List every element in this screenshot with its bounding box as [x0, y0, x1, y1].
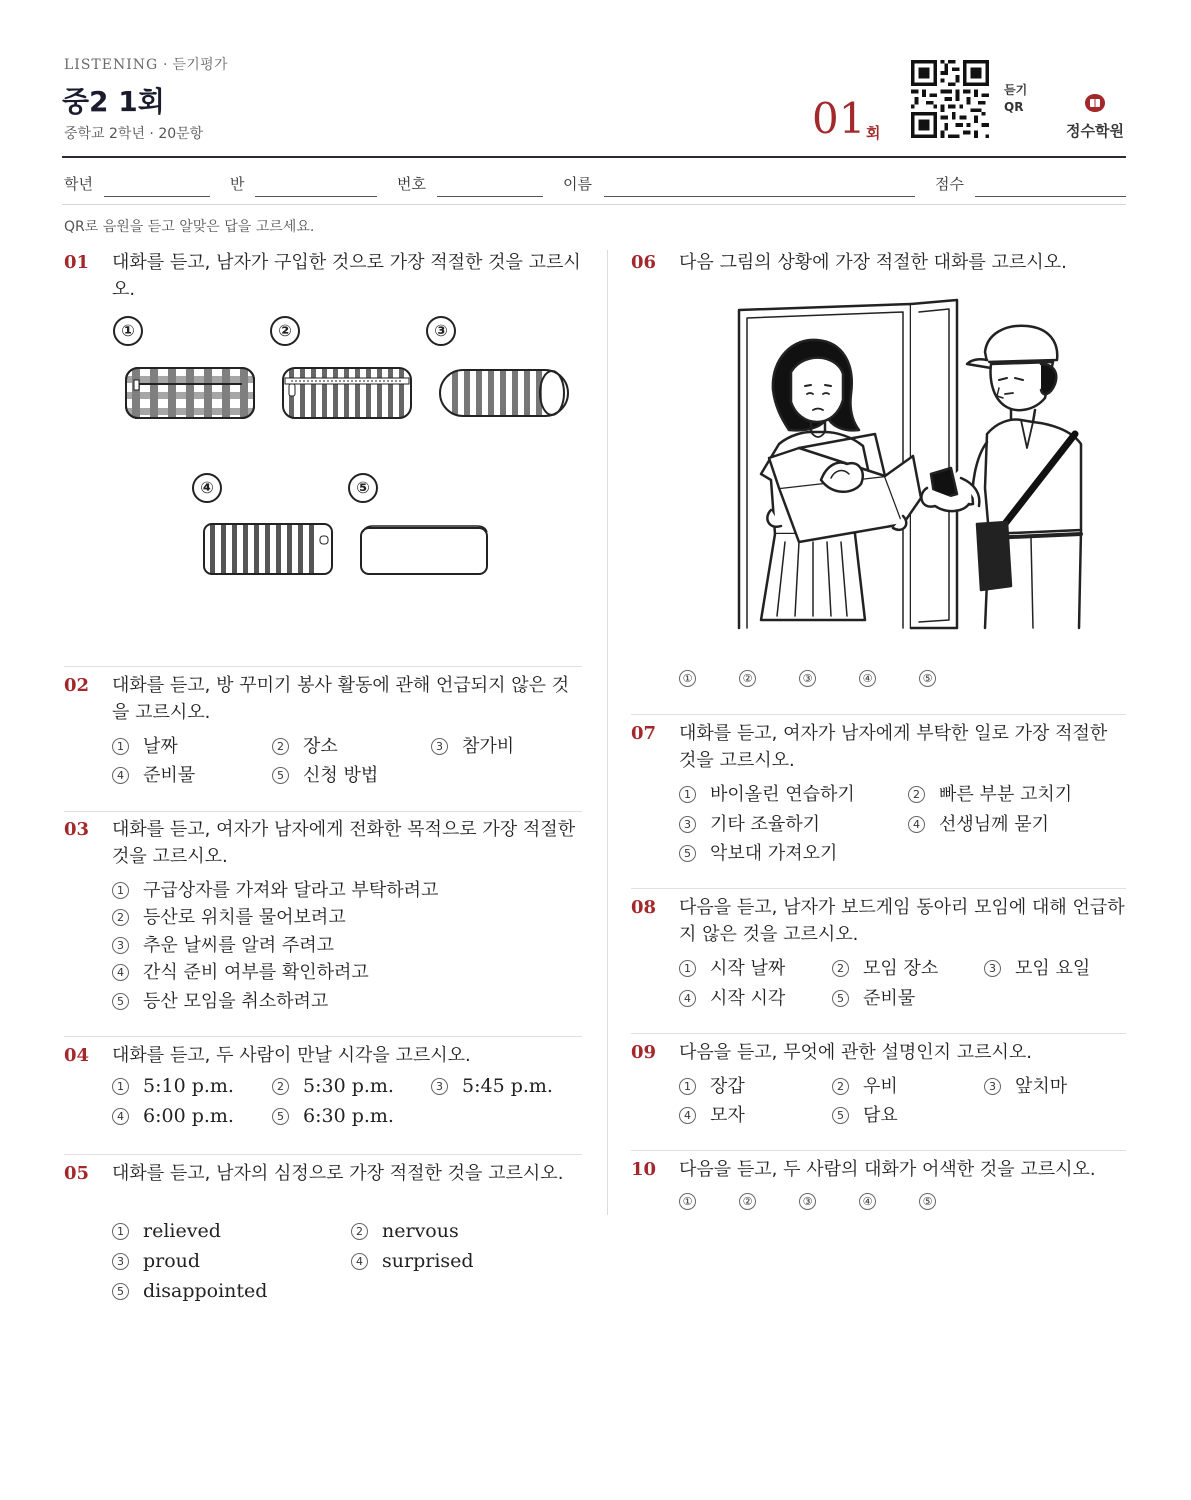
- answer-option[interactable]: 1 장갑: [679, 1072, 745, 1098]
- answer-option[interactable]: 5 6:30 p.m.: [272, 1105, 394, 1127]
- answer-option[interactable]: 3 참가비: [431, 732, 514, 758]
- question-number: 03: [64, 819, 90, 840]
- question-text: 다음을 듣고, 두 사람의 대화가 어색한 것을 고르시오.: [679, 1159, 1096, 1180]
- question-separator: [631, 714, 1126, 715]
- question-text: 대화를 듣고, 여자가 남자에게 전화한 목적으로 가장 적절한 것을 고르시오.: [112, 819, 576, 867]
- answer-option[interactable]: 2 5:30 p.m.: [272, 1075, 394, 1097]
- question-number: 05: [64, 1163, 90, 1184]
- answer-option[interactable]: ⑤: [919, 668, 936, 689]
- answer-option[interactable]: 4 시작 시각: [679, 984, 785, 1010]
- grade-field[interactable]: [104, 196, 210, 197]
- answer-option[interactable]: ②: [739, 1191, 756, 1212]
- info-rule: [62, 204, 1126, 205]
- answer-option[interactable]: 1 relieved: [112, 1220, 221, 1242]
- answer-option[interactable]: 2 우비: [832, 1072, 898, 1098]
- question-separator: [64, 811, 582, 812]
- page-subtitle: 중학교 2학년 · 20문항: [64, 126, 204, 142]
- answer-option[interactable]: 4 모자: [679, 1101, 745, 1127]
- question-separator: [631, 1150, 1126, 1151]
- choice-label[interactable]: ④: [192, 473, 222, 503]
- answer-option[interactable]: 4 6:00 p.m.: [112, 1105, 234, 1127]
- question-number: 09: [631, 1042, 657, 1063]
- instruction-text: QR로 음원을 듣고 알맞은 답을 고르세요.: [64, 219, 315, 235]
- answer-option[interactable]: 1 5:10 p.m.: [112, 1075, 234, 1097]
- name-field[interactable]: [604, 196, 915, 197]
- question-number: 08: [631, 897, 657, 918]
- answer-option[interactable]: 1 바이올린 연습하기: [679, 780, 855, 806]
- question-number: 02: [64, 675, 90, 696]
- answer-option[interactable]: ③: [799, 668, 816, 689]
- choice-label[interactable]: ⑤: [348, 473, 378, 503]
- choice-label[interactable]: ①: [113, 316, 143, 346]
- question-text: 다음을 듣고, 남자가 보드게임 동아리 모임에 대해 언급하지 않은 것을 고르시오.: [679, 897, 1125, 945]
- striped-pencil-case-image[interactable]: [202, 522, 334, 578]
- answer-option[interactable]: 5 신청 방법: [272, 761, 378, 787]
- question-text: 다음을 듣고, 무엇에 관한 설명인지 고르시오.: [679, 1042, 1033, 1063]
- number-field[interactable]: [437, 196, 543, 197]
- answer-option[interactable]: 5 등산 모임을 취소하려고: [112, 987, 328, 1013]
- plaid-pencil-case-image[interactable]: [124, 364, 256, 422]
- qr-code-icon[interactable]: [910, 60, 990, 138]
- grade-label: 학년: [64, 175, 93, 193]
- answer-option[interactable]: ①: [679, 668, 696, 689]
- answer-option[interactable]: ①: [679, 1191, 696, 1212]
- number-label: 번호: [397, 175, 426, 193]
- question-number: 06: [631, 252, 657, 273]
- question-number: 07: [631, 723, 657, 744]
- academy-emblem-icon: [1082, 92, 1108, 114]
- answer-option[interactable]: 5 준비물: [832, 984, 915, 1010]
- answer-option[interactable]: 5 disappointed: [112, 1280, 267, 1302]
- answer-option[interactable]: 5 담요: [832, 1101, 898, 1127]
- answer-option[interactable]: 4 간식 준비 여부를 확인하려고: [112, 958, 369, 984]
- question-text: 대화를 듣고, 여자가 남자에게 부탁한 일로 가장 적절한 것을 고르시오.: [679, 723, 1108, 771]
- answer-option[interactable]: ③: [799, 1191, 816, 1212]
- page-title: 중2 1회: [62, 85, 165, 118]
- question-text: 대화를 듣고, 두 사람이 만날 시각을 고르시오.: [112, 1045, 471, 1066]
- answer-option[interactable]: 2 장소: [272, 732, 338, 758]
- round-suffix: 회: [866, 124, 881, 142]
- striped-zipper-pencil-case-image[interactable]: [281, 364, 413, 422]
- answer-option[interactable]: 2 빠른 부분 고치기: [908, 780, 1072, 806]
- answer-option[interactable]: 2 등산로 위치를 물어보려고: [112, 903, 346, 929]
- score-label: 점수: [935, 175, 964, 193]
- section-kicker: LISTENING · 듣기평가: [64, 57, 228, 73]
- answer-option[interactable]: 3 모임 요일: [984, 954, 1090, 980]
- column-divider: [607, 250, 608, 1215]
- qr-label: 듣기 QR: [1004, 83, 1028, 114]
- question-text: 다음 그림의 상황에 가장 적절한 대화를 고르시오.: [679, 252, 1067, 273]
- question-separator: [64, 1036, 582, 1037]
- class-field[interactable]: [255, 196, 377, 197]
- answer-option[interactable]: 3 앞치마: [984, 1072, 1067, 1098]
- choice-label[interactable]: ③: [426, 316, 456, 346]
- question-separator: [64, 666, 582, 667]
- choice-label[interactable]: ②: [270, 316, 300, 346]
- answer-option[interactable]: 3 proud: [112, 1250, 200, 1272]
- question-number: 01: [64, 252, 90, 273]
- delivery-scene-illustration: [735, 298, 1085, 630]
- question-separator: [631, 1033, 1126, 1034]
- answer-option[interactable]: 2 모임 장소: [832, 954, 938, 980]
- answer-option[interactable]: 4 준비물: [112, 761, 195, 787]
- answer-option[interactable]: 1 날짜: [112, 732, 178, 758]
- answer-option[interactable]: 4 surprised: [351, 1250, 474, 1272]
- answer-option[interactable]: 4 선생님께 묻기: [908, 810, 1049, 836]
- answer-option[interactable]: 1 시작 날짜: [679, 954, 785, 980]
- answer-option[interactable]: ④: [859, 668, 876, 689]
- question-text: 대화를 듣고, 남자의 심정으로 가장 적절한 것을 고르시오.: [112, 1163, 564, 1184]
- question-text: 대화를 듣고, 남자가 구입한 것으로 가장 적절한 것을 고르시오.: [112, 252, 581, 300]
- tube-pencil-case-image[interactable]: [438, 364, 570, 422]
- answer-option[interactable]: 3 5:45 p.m.: [431, 1075, 553, 1097]
- answer-option[interactable]: 5 악보대 가져오기: [679, 839, 837, 865]
- answer-option[interactable]: 3 추운 날씨를 알려 주려고: [112, 931, 334, 957]
- answer-option[interactable]: ⑤: [919, 1191, 936, 1212]
- academy-logo: 정수학원: [1060, 92, 1130, 141]
- round-number: 01: [812, 94, 866, 143]
- question-number: 10: [631, 1159, 657, 1180]
- name-label: 이름: [563, 175, 592, 193]
- question-text: 대화를 듣고, 방 꾸미기 봉사 활동에 관해 언급되지 않은 것을 고르시오.: [112, 675, 570, 723]
- answer-option[interactable]: 2 nervous: [351, 1220, 459, 1242]
- answer-option[interactable]: 3 기타 조율하기: [679, 810, 820, 836]
- header-rule: [62, 156, 1126, 158]
- score-field[interactable]: [975, 196, 1126, 197]
- answer-option[interactable]: ④: [859, 1191, 876, 1212]
- class-label: 반: [230, 175, 245, 193]
- answer-option[interactable]: ②: [739, 668, 756, 689]
- question-separator: [64, 1154, 582, 1155]
- question-separator: [631, 888, 1126, 889]
- answer-option[interactable]: 1 구급상자를 가져와 달라고 부탁하려고: [112, 876, 438, 902]
- question-number: 04: [64, 1045, 90, 1066]
- plain-pencil-case-image[interactable]: [359, 522, 491, 578]
